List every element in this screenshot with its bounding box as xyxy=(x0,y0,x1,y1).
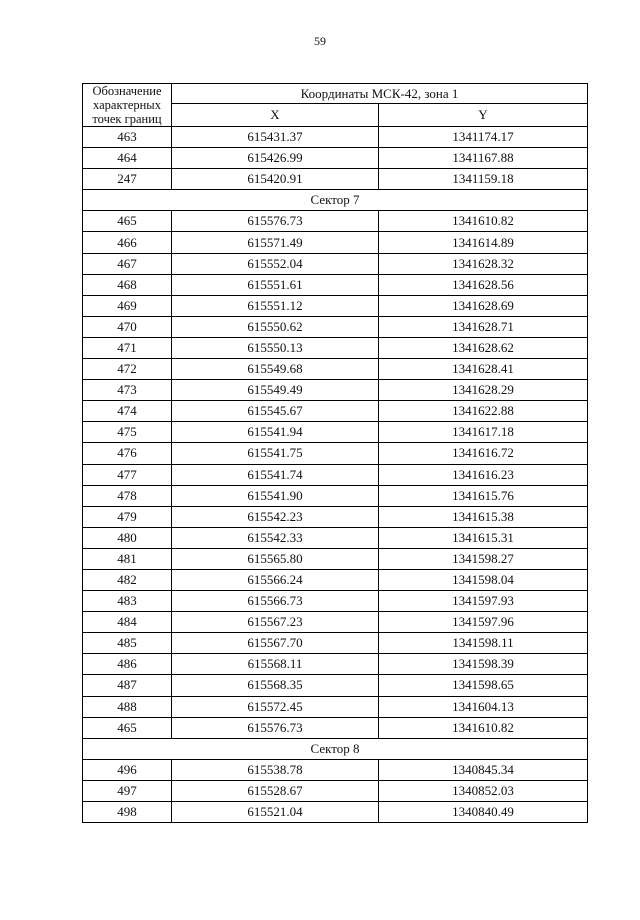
point-id-cell: 472 xyxy=(83,359,172,380)
x-coordinate-cell: 615576.73 xyxy=(172,211,379,232)
point-id-cell: 487 xyxy=(83,675,172,696)
table-row xyxy=(83,506,588,527)
y-coordinate-cell: 1341628.41 xyxy=(379,359,588,380)
x-coordinate-cell: 615538.78 xyxy=(172,759,379,780)
point-designation-header xyxy=(83,84,172,127)
header-line-2: характерных xyxy=(93,98,161,112)
table-row xyxy=(83,127,588,148)
y-coordinate-cell: 1341628.71 xyxy=(379,316,588,337)
y-coordinate-cell: 1340845.34 xyxy=(379,759,588,780)
x-coordinate-cell: 615565.80 xyxy=(172,548,379,569)
point-id-cell: 478 xyxy=(83,485,172,506)
x-coordinate-cell: 615549.68 xyxy=(172,359,379,380)
point-id-cell: 473 xyxy=(83,380,172,401)
y-coordinate-cell: 1341628.62 xyxy=(379,337,588,358)
table-row xyxy=(83,422,588,443)
table-row xyxy=(83,316,588,337)
x-coordinate-cell: 615521.04 xyxy=(172,802,379,823)
x-coordinate-cell: 615541.74 xyxy=(172,464,379,485)
y-coordinate-cell: 1341167.88 xyxy=(379,148,588,169)
y-coordinate-cell: 1341628.69 xyxy=(379,295,588,316)
table-row xyxy=(83,169,588,190)
point-id-cell: 479 xyxy=(83,506,172,527)
y-coordinate-cell: 1341598.04 xyxy=(379,569,588,590)
y-coordinate-cell: 1341616.23 xyxy=(379,464,588,485)
table-row xyxy=(83,717,588,738)
y-coordinate-cell: 1341614.89 xyxy=(379,232,588,253)
point-id-cell: 497 xyxy=(83,780,172,801)
point-id-cell: 476 xyxy=(83,443,172,464)
y-coordinate-cell: 1341598.27 xyxy=(379,548,588,569)
x-coordinate-cell: 615542.33 xyxy=(172,527,379,548)
point-id-cell: 483 xyxy=(83,591,172,612)
x-coordinate-cell: 615568.35 xyxy=(172,675,379,696)
sector-row xyxy=(83,738,588,759)
y-coordinate-cell: 1341174.17 xyxy=(379,127,588,148)
table-row xyxy=(83,464,588,485)
point-id-cell: 465 xyxy=(83,717,172,738)
point-id-cell: 480 xyxy=(83,527,172,548)
x-coordinate-cell: 615551.12 xyxy=(172,295,379,316)
table-row xyxy=(83,675,588,696)
y-coordinate-cell: 1341598.11 xyxy=(379,633,588,654)
x-coordinate-cell: 615576.73 xyxy=(172,717,379,738)
table-row xyxy=(83,696,588,717)
table-row xyxy=(83,295,588,316)
y-coordinate-cell: 1341622.88 xyxy=(379,401,588,422)
point-id-cell: 247 xyxy=(83,169,172,190)
y-coordinate-cell: 1340840.49 xyxy=(379,802,588,823)
point-id-cell: 471 xyxy=(83,337,172,358)
x-coordinate-cell: 615541.75 xyxy=(172,443,379,464)
y-coordinate-cell: 1341615.31 xyxy=(379,527,588,548)
y-coordinate-cell: 1341598.39 xyxy=(379,654,588,675)
x-coordinate-cell: 615541.90 xyxy=(172,485,379,506)
point-id-cell: 474 xyxy=(83,401,172,422)
point-id-cell: 463 xyxy=(83,127,172,148)
header-line-3: точек границ xyxy=(92,112,162,126)
x-column-header: X xyxy=(172,104,379,127)
table-row xyxy=(83,802,588,823)
y-coordinate-cell: 1341615.38 xyxy=(379,506,588,527)
table-row xyxy=(83,211,588,232)
table-row xyxy=(83,337,588,358)
table-header xyxy=(83,84,588,127)
x-coordinate-cell: 615568.11 xyxy=(172,654,379,675)
x-coordinate-cell: 615549.49 xyxy=(172,380,379,401)
point-id-cell: 484 xyxy=(83,612,172,633)
x-coordinate-cell: 615550.13 xyxy=(172,337,379,358)
x-coordinate-cell: 615552.04 xyxy=(172,253,379,274)
point-id-cell: 466 xyxy=(83,232,172,253)
table-row xyxy=(83,654,588,675)
point-id-cell: 469 xyxy=(83,295,172,316)
table-body xyxy=(83,127,588,823)
y-column-header: Y xyxy=(379,104,588,127)
table-row xyxy=(83,633,588,654)
y-coordinate-cell: 1341616.72 xyxy=(379,443,588,464)
x-coordinate-cell: 615572.45 xyxy=(172,696,379,717)
table-row xyxy=(83,780,588,801)
y-coordinate-cell: 1341159.18 xyxy=(379,169,588,190)
table-row xyxy=(83,548,588,569)
point-id-cell: 496 xyxy=(83,759,172,780)
y-coordinate-cell: 1340852.03 xyxy=(379,780,588,801)
point-id-cell: 485 xyxy=(83,633,172,654)
page-number: 59 xyxy=(314,34,326,48)
x-coordinate-cell: 615550.62 xyxy=(172,316,379,337)
table-row xyxy=(83,232,588,253)
y-coordinate-cell: 1341617.18 xyxy=(379,422,588,443)
table-row xyxy=(83,380,588,401)
point-id-cell: 468 xyxy=(83,274,172,295)
x-coordinate-cell: 615542.23 xyxy=(172,506,379,527)
point-id-cell: 475 xyxy=(83,422,172,443)
x-coordinate-cell: 615528.67 xyxy=(172,780,379,801)
y-coordinate-cell: 1341610.82 xyxy=(379,211,588,232)
point-id-cell: 486 xyxy=(83,654,172,675)
y-coordinate-cell: 1341628.29 xyxy=(379,380,588,401)
table-row xyxy=(83,274,588,295)
point-id-cell: 477 xyxy=(83,464,172,485)
x-coordinate-cell: 615426.99 xyxy=(172,148,379,169)
point-id-cell: 498 xyxy=(83,802,172,823)
table-row xyxy=(83,148,588,169)
point-id-cell: 465 xyxy=(83,211,172,232)
table-row xyxy=(83,569,588,590)
y-coordinate-cell: 1341615.76 xyxy=(379,485,588,506)
table-row xyxy=(83,443,588,464)
table-row xyxy=(83,359,588,380)
table-row xyxy=(83,612,588,633)
point-id-cell: 464 xyxy=(83,148,172,169)
table-row xyxy=(83,759,588,780)
x-coordinate-cell: 615545.67 xyxy=(172,401,379,422)
x-coordinate-cell: 615566.73 xyxy=(172,591,379,612)
x-coordinate-cell: 615541.94 xyxy=(172,422,379,443)
header-row-1 xyxy=(83,84,588,104)
y-coordinate-cell: 1341604.13 xyxy=(379,696,588,717)
header-line-1: Обозначение xyxy=(92,84,162,98)
coordinates-table xyxy=(82,83,588,823)
table-row xyxy=(83,591,588,612)
table-row xyxy=(83,253,588,274)
point-id-cell: 470 xyxy=(83,316,172,337)
x-coordinate-cell: 615566.24 xyxy=(172,569,379,590)
table-row xyxy=(83,527,588,548)
y-coordinate-cell: 1341598.65 xyxy=(379,675,588,696)
x-coordinate-cell: 615567.70 xyxy=(172,633,379,654)
table-row xyxy=(83,485,588,506)
sector-label: Сектор 8 xyxy=(83,738,588,759)
x-coordinate-cell: 615420.91 xyxy=(172,169,379,190)
sector-label: Сектор 7 xyxy=(83,190,588,211)
x-coordinate-cell: 615431.37 xyxy=(172,127,379,148)
y-coordinate-cell: 1341610.82 xyxy=(379,717,588,738)
point-id-cell: 467 xyxy=(83,253,172,274)
y-coordinate-cell: 1341597.96 xyxy=(379,612,588,633)
coordinates-group-header: Координаты МСК-42, зона 1 xyxy=(172,84,588,104)
table-row xyxy=(83,401,588,422)
y-coordinate-cell: 1341628.32 xyxy=(379,253,588,274)
point-id-cell: 488 xyxy=(83,696,172,717)
x-coordinate-cell: 615571.49 xyxy=(172,232,379,253)
x-coordinate-cell: 615551.61 xyxy=(172,274,379,295)
sector-row xyxy=(83,190,588,211)
point-id-cell: 481 xyxy=(83,548,172,569)
x-coordinate-cell: 615567.23 xyxy=(172,612,379,633)
y-coordinate-cell: 1341597.93 xyxy=(379,591,588,612)
point-id-cell: 482 xyxy=(83,569,172,590)
y-coordinate-cell: 1341628.56 xyxy=(379,274,588,295)
